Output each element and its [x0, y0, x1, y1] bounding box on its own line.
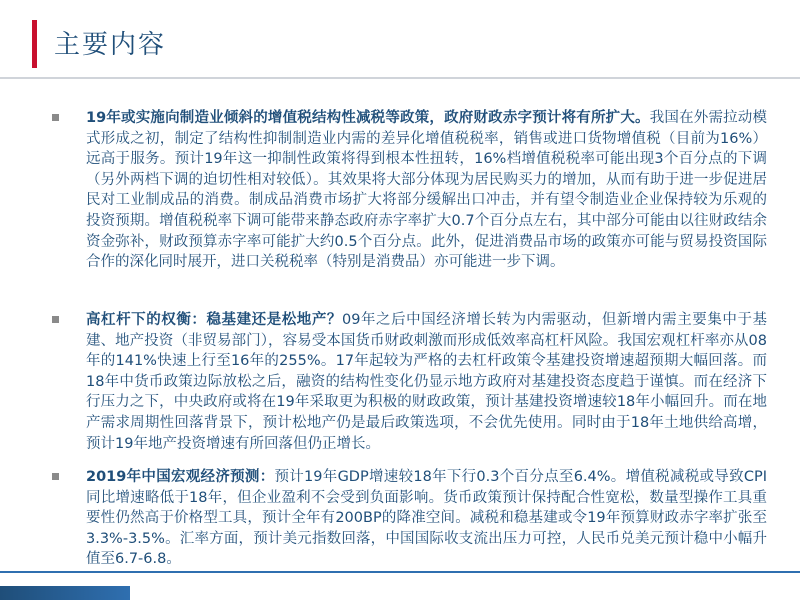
- title-accent-bar: [32, 20, 37, 68]
- paragraph-lead: 2019年中国宏观经济预测：: [86, 469, 275, 485]
- content-item: [52, 467, 767, 570]
- footer-accent: [0, 586, 130, 600]
- footer-divider: [0, 571, 800, 573]
- paragraph: [86, 467, 767, 570]
- square-bullet-icon: [52, 473, 59, 480]
- paragraph-lead: 高杠杆下的权衡：稳基建还是松地产？: [86, 312, 342, 328]
- page-title: 主要内容: [54, 30, 167, 60]
- square-bullet-icon: [52, 316, 59, 323]
- paragraph: [86, 310, 767, 454]
- content-item: [52, 108, 767, 273]
- paragraph-body: 预计19年GDP增速较18年下行0.3个百分点至6.4%。增值税减税或导致CPI同比增速略低于18年，但企业盈利不会受到负面影响。货币政策预计保持配合性宽松，数量型操作工具重要性仍然高于价格型工具，预计全年有200BP的降准空间。减税和稳基建或令19年预算财政赤字率扩张至3.3%-3.5%。汇率方面，预计美元指数回落，中国国际收支流出压力可控，人民币兑美元预计稳中小幅升值至6.7-6.8。: [86, 469, 768, 568]
- paragraph: [86, 108, 767, 273]
- square-bullet-icon: [52, 114, 59, 121]
- paragraph-lead: 19年或实施向制造业倾斜的增值税结构性减税等政策，政府财政赤字预计将有所扩大。: [86, 110, 650, 126]
- paragraph-body: 09年之后中国经济增长转为内需驱动，但新增内需主要集中于基建、地产投资（非贸易部门），容易受本国货币财政刺激而形成低效率高杠杆风险。我国宏观杠杆率亦从08年的141%快速上行至16年的255%。17年起较为严格的去杠杆政策令基建投资增速超预期大幅回落。而18年中货币政策边际放松之后，融资的结构性变化仍显示地方政府对基建投资态度趋于谨慎。而在经济下行压力之下，中央政府或将在19年采取更为积极的财政政策，预计基建投资增速较18年小幅回升。而在地产需求周期性回落背景下，预计松地产仍是最后政策选项，不会优先使用。同时由于18年土地供给高增，预计19年地产投资增速有所回落但仍正增长。: [86, 312, 767, 452]
- content-item: [52, 310, 767, 454]
- paragraph-body: 我国在外需拉动模式形成之初，制定了结构性抑制制造业内需的差异化增值税税率，销售或进口货物增值税（目前为16%）远高于服务。预计19年这一抑制性政策将得到根本性扭转，16%档增值税税率可能出现3个百分点的下调（另外两档下调的迫切性相对较低）。其效果将大部分体现为居民购买力的增加，从而有助于进一步促进居民对工业制成品的消费。制成品消费市场扩大将部分缓解出口冲击，并有望令制造业企业保持较为乐观的投资预期。增值税税率下调可能带来静态政府赤字率扩大0.7个百分点左右，其中部分可能由以往财政结余资金弥补，财政预算赤字率可能扩大约0.5个百分点。此外，促进消费品市场的政策亦可能与贸易投资国际合作的深化同时展开，进口关税税率（特别是消费品）亦可能进一步下调。: [86, 110, 767, 271]
- title-divider: [0, 77, 800, 79]
